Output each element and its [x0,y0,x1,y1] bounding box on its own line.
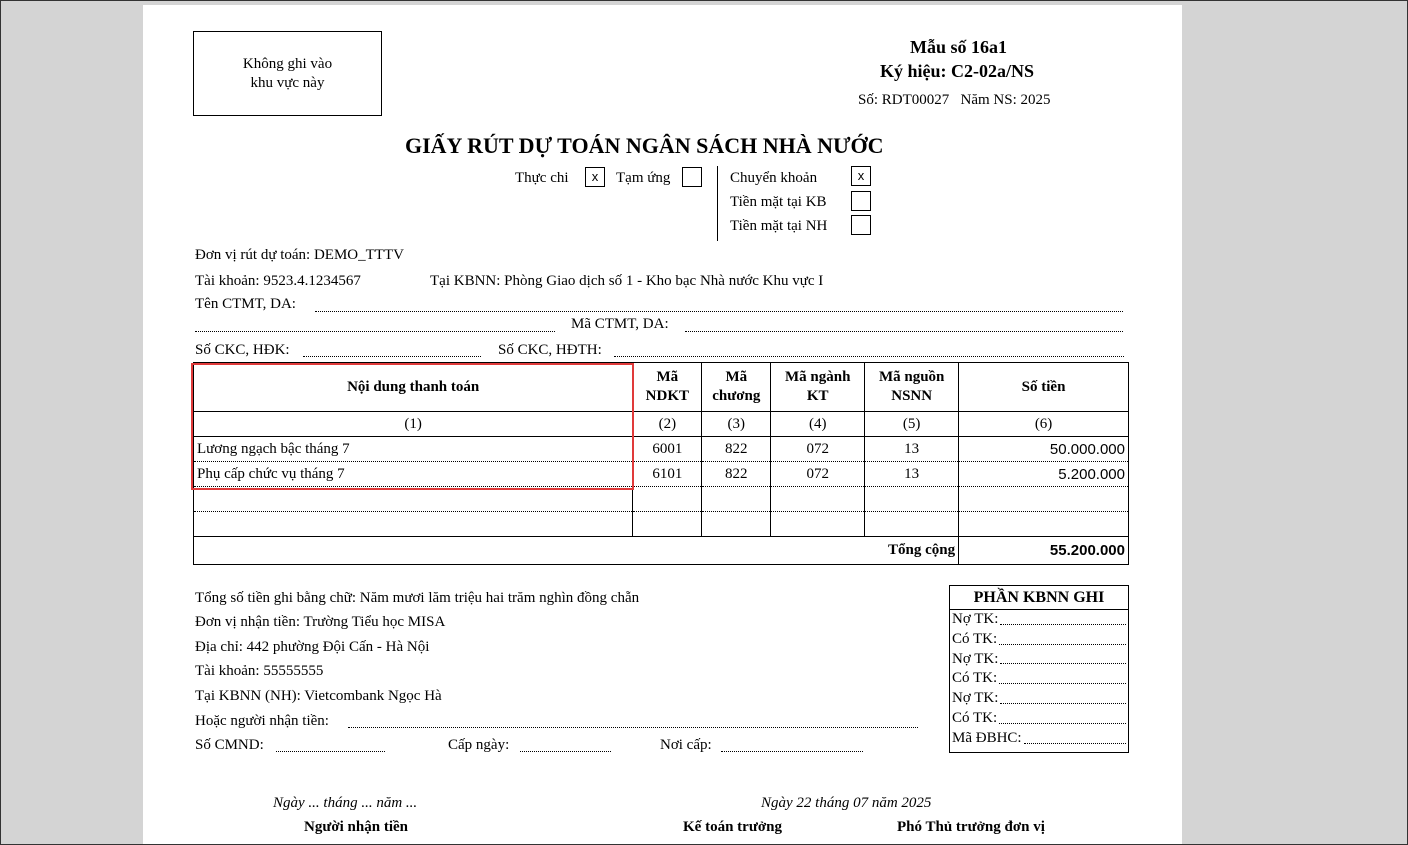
tien-mat-kb-label: Tiền mặt tại KB [730,194,827,210]
tien-mat-nh-checkbox[interactable] [851,215,871,235]
options-divider [717,166,718,241]
ctmt-name-line-2 [195,331,555,332]
receiver-person-line [348,727,918,728]
cell-chapter: 822 [702,462,771,487]
kbnn-line: Có TK: [950,669,1128,689]
table-row-empty [194,487,1129,512]
tien-mat-kb-checkbox[interactable] [851,191,871,211]
id-number-label: Số CMND: [195,737,264,753]
cell-content: Phụ cấp chức vụ tháng 7 [194,462,633,487]
kbnn-line: Mã ĐBHC: [950,729,1128,749]
ckc-hdth-line [614,356,1124,357]
chuyen-khoan-label: Chuyển khoản [730,170,818,186]
col-number: (4) [771,412,865,437]
total-label: Tổng cộng [194,537,959,565]
form-number: Mẫu số 16a1 [910,37,1008,57]
cell-source: 13 [865,437,959,462]
ckc-hdk-line [303,356,481,357]
col-number: (5) [865,412,959,437]
ctmt-name-line [315,311,1123,312]
receiver-person-label: Hoặc người nhận tiền: [195,713,329,729]
no-write-area-box [193,31,382,116]
issued-place-label: Nơi cấp: [660,737,712,753]
header-sector: Mã ngành KT [771,363,865,412]
header-amount: Số tiền [959,363,1129,412]
cell-content: Lương ngạch bậc tháng 7 [194,437,633,462]
cell-sector: 072 [771,437,865,462]
col-number: (2) [633,412,702,437]
tam-ung-checkbox[interactable] [682,167,702,187]
document-number: Số: RDT00027 Năm NS: 2025 [858,92,1051,108]
kbnn-line: Nợ TK: [950,610,1128,630]
cell-chapter: 822 [702,437,771,462]
date-left: Ngày ... tháng ... năm ... [273,795,418,811]
receiver-bank: Tại KBNN (NH): Vietcombank Ngọc Hà [195,688,442,704]
receiver-signature-title: Người nhận tiền [304,819,408,835]
col-number: (6) [959,412,1129,437]
tam-ung-label: Tạm ứng [616,170,671,186]
kbnn-section [949,585,1129,753]
note-line-1: Không ghi vào [242,55,333,72]
note-line-2: khu vực này [250,74,325,91]
cell-amount: 50.000.000 [959,437,1129,462]
receiving-unit: Đơn vị nhận tiền: Trường Tiểu học MISA [195,614,446,630]
cell-source: 13 [865,462,959,487]
cell-ndkt: 6101 [633,462,702,487]
ckc-hdk-label: Số CKC, HĐK: [195,342,290,358]
document-title: GIẤY RÚT DỰ TOÁN NGÂN SÁCH NHÀ NƯỚC [405,133,884,158]
header-chapter: Mã chương [702,363,771,412]
header-source: Mã nguồn NSNN [865,363,959,412]
cell-ndkt: 6001 [633,437,702,462]
tien-mat-nh-label: Tiền mặt tại NH [730,218,828,234]
cell-sector: 072 [771,462,865,487]
ctmt-code-label: Mã CTMT, DA: [571,316,669,332]
selection-highlight [191,363,634,490]
kbnn-line: Có TK: [950,630,1128,650]
amount-in-words: Tổng số tiền ghi bằng chữ: Năm mươi lăm triệu hai trăm nghìn đồng chẵn [195,590,640,606]
thuc-chi-checkbox[interactable]: x [585,167,605,187]
chuyen-khoan-checkbox[interactable]: x [851,166,871,186]
deputy-head-title: Phó Thủ trưởng đơn vị [897,819,1045,835]
drawing-unit: Đơn vị rút dự toán: DEMO_TTTV [195,247,404,263]
receiver-account: Tài khoản: 55555555 [195,663,324,679]
total-amount: 55.200.000 [959,537,1129,565]
cell-amount: 5.200.000 [959,462,1129,487]
chief-accountant-title: Kế toán trưởng [683,819,782,835]
kbnn-line: Nợ TK: [950,689,1128,709]
col-number: (1) [194,412,633,437]
kbnn-line: Nợ TK: [950,650,1128,670]
issued-place-line [721,751,863,752]
thuc-chi-label: Thực chi [515,170,569,186]
kbnn-line: Có TK: [950,709,1128,729]
ckc-hdth-label: Số CKC, HĐTH: [498,342,602,358]
form-symbol: Ký hiệu: C2-02a/NS [880,61,1035,81]
header-ndkt: Mã NDKT [633,363,702,412]
receiver-address: Địa chỉ: 442 phường Đội Cấn - Hà Nội [195,639,430,655]
total-row [194,537,1129,565]
id-number-line [276,751,385,752]
issued-date-label: Cấp ngày: [448,737,510,753]
ctmt-code-line [685,331,1123,332]
kbnn-title: PHẦN KBNN GHI [950,586,1128,610]
drawing-account: Tài khoản: 9523.4.1234567 [195,273,361,289]
table-row-empty [194,512,1129,537]
drawing-kbnn: Tại KBNN: Phòng Giao dịch số 1 - Kho bạc Nhà nước Khu vực I [430,273,824,289]
col-number: (3) [702,412,771,437]
ctmt-name-label: Tên CTMT, DA: [195,296,296,312]
header-content: Nội dung thanh toán [194,363,633,412]
date-right: Ngày 22 tháng 07 năm 2025 [761,795,932,811]
issued-date-line [520,751,611,752]
